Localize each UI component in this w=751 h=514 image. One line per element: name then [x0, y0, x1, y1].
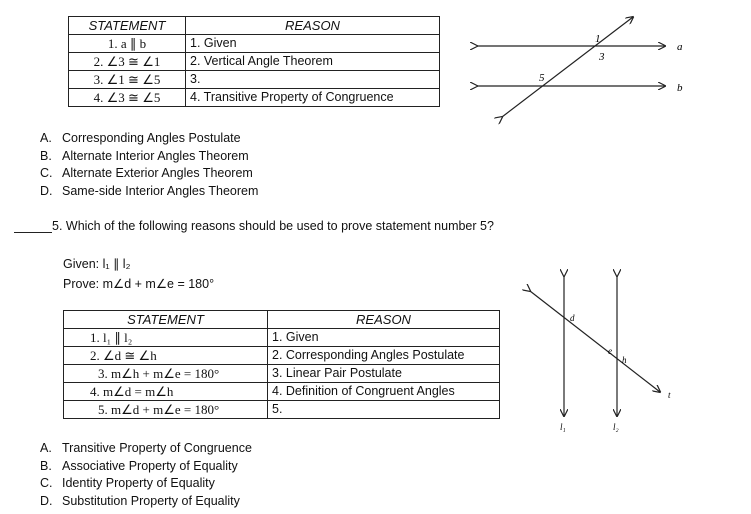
- reason-header: REASON: [186, 17, 440, 35]
- statement-cell: 1. l₁ ∥ l₂: [64, 329, 268, 347]
- choice-b: B. Alternate Interior Angles Theorem: [40, 148, 249, 163]
- statement-cell: 4. ∠3 ≅ ∠5: [69, 89, 186, 107]
- answer-choices-1: [40, 130, 258, 200]
- reason-cell: 1. Given: [186, 35, 440, 53]
- statement-cell: 3. ∠1 ≅ ∠5: [69, 71, 186, 89]
- angle-d-label: d: [570, 313, 575, 323]
- reason-cell: 2. Corresponding Angles Postulate: [268, 347, 500, 365]
- parallel-lines-diagram-2: [520, 268, 700, 438]
- angle-h-label: h: [622, 355, 627, 365]
- table-row: [64, 365, 500, 383]
- choice-c: C. Alternate Exterior Angles Theorem: [40, 166, 253, 180]
- line-b-label: b: [677, 82, 683, 94]
- statement-cell: 5. m∠d + m∠e = 180°: [64, 401, 268, 419]
- table-row: [69, 53, 440, 71]
- line-a-label: a: [677, 41, 683, 53]
- parallel-lines-diagram-1: [460, 10, 700, 125]
- choice-c: C. Identity Property of Equality: [40, 476, 215, 490]
- proof-table-1: [68, 16, 440, 107]
- prove-statement: Prove: m∠d + m∠e = 180°: [63, 277, 215, 291]
- statement-cell: 4. m∠d = m∠h: [64, 383, 268, 401]
- table-row: [64, 347, 500, 365]
- table-row: [64, 383, 500, 401]
- reason-cell: 4. Transitive Property of Congruence: [186, 89, 440, 107]
- reason-cell: 3. Linear Pair Postulate: [268, 365, 500, 383]
- table-row: [69, 71, 440, 89]
- reason-header: REASON: [268, 311, 500, 329]
- statement-cell: 2. ∠d ≅ ∠h: [64, 347, 268, 365]
- choice-d: D. Same-side Interior Angles Theorem: [40, 183, 259, 198]
- transversal-line: [502, 17, 633, 117]
- table-row: [64, 401, 500, 419]
- choice-d: D. Substitution Property of Equality: [40, 493, 240, 508]
- table-row: [69, 89, 440, 107]
- statement-cell: 2. ∠3 ≅ ∠1: [69, 53, 186, 71]
- angle-5-label: 5: [539, 72, 545, 84]
- statement-cell: 3. m∠h + m∠e = 180°: [64, 365, 268, 383]
- choice-a: A. Corresponding Angles Postulate: [40, 131, 241, 145]
- answer-choices-2: [40, 440, 252, 510]
- answer-blank: [14, 219, 52, 233]
- given-prove: [63, 254, 214, 294]
- line-l2-label: l₂: [613, 422, 619, 432]
- statement-cell: 1. a ∥ b: [69, 35, 186, 53]
- reason-cell: 1. Given: [268, 329, 500, 347]
- table-row: [69, 35, 440, 53]
- reason-cell: 4. Definition of Congruent Angles: [268, 383, 500, 401]
- question-5: [14, 219, 494, 233]
- choice-a: A. Transitive Property of Congruence: [40, 441, 252, 455]
- angle-e-label: e: [608, 346, 612, 356]
- reason-cell: 5.: [268, 401, 500, 419]
- choice-b: B. Associative Property of Equality: [40, 458, 238, 473]
- given-statement: Given: l₁ ∥ l₂: [63, 257, 131, 271]
- question-5-text: 5. Which of the following reasons should be used to prove statement number 5?: [52, 219, 494, 233]
- line-t-label: t: [668, 390, 671, 400]
- table-row: [64, 329, 500, 347]
- reason-cell: 2. Vertical Angle Theorem: [186, 53, 440, 71]
- proof-table-2: [63, 310, 500, 419]
- statement-header: STATEMENT: [64, 311, 268, 329]
- reason-cell: 3.: [186, 71, 440, 89]
- transversal-t: [530, 291, 660, 392]
- angle-3-label: 3: [599, 51, 605, 63]
- angle-1-label: 1: [595, 33, 601, 45]
- line-l1-label: l₁: [560, 422, 566, 432]
- statement-header: STATEMENT: [69, 17, 186, 35]
